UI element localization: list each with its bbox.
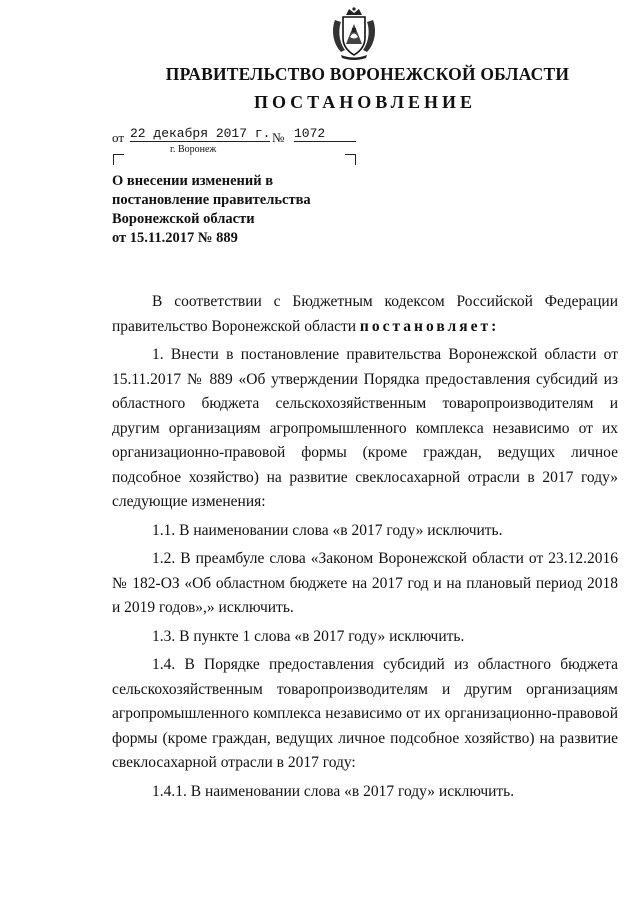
paragraph-1: 1. Внести в постановление правительства Воронежской области от 15.11.2017 № 889 «Об утверждении Порядка предоставления субсидий из областного бюджета сельскохозяйственным товаропроизводителям и другим организациям агропромышленного комплекса независимо от их организационно-правовой формы (кроме граждан, ведущих личное подсобное хозяйство) на развитие свеклосахарной отрасли в 2017 году» следующие изменения: xyxy=(112,346,618,510)
government-name: ПРАВИТЕЛЬСТВО ВОРОНЕЖСКОЙ ОБЛАСТИ xyxy=(165,64,570,84)
paragraph-1-4-1: 1.4.1. В наименовании слова «в 2017 году» исключить. xyxy=(152,782,515,800)
subject-line: от 15.11.2017 № 889 xyxy=(112,230,238,246)
preamble-verb: постановляет: xyxy=(359,317,500,335)
paragraph-1-1: 1.1. В наименовании слова «в 2017 году» исключить. xyxy=(152,521,503,539)
paragraph-1-3: 1.3. В пункте 1 слова «в 2017 году» исключить. xyxy=(152,627,465,645)
subject-line: постановление правительства xyxy=(112,192,311,208)
voronezh-coat-of-arms-icon xyxy=(329,6,379,60)
paragraph-1-2: 1.2. В преамбуле слова «Законом Воронежской области от 23.12.2016 № 182-ОЗ «Об областном бюджете на 2017 год и на плановый период 2018 и 2019 годов»,» исключить. xyxy=(112,550,618,616)
paragraph-1-4: 1.4. В Порядке предоставления субсидий из областного бюджета сельскохозяйственным товаропроизводителям и другим организациям агропромышленного комплекса независимо от их организационно-правовой формы (кроме граждан, ведущих личное подсобное хозяйство) на развитие свеклосахарной отрасли в 2017 году: xyxy=(112,656,618,771)
subject-line: Воронежской области xyxy=(112,211,255,227)
preamble-text: В соответствии с Бюджетным кодексом Российской Федерации правительство Воронежской области xyxy=(112,293,618,335)
document-date: 22 декабря 2017 г. xyxy=(130,126,271,141)
city: г. Воронеж xyxy=(170,144,217,155)
number-label: № xyxy=(272,130,285,145)
subject-line: О внесении изменений в xyxy=(112,173,274,189)
date-label: от xyxy=(112,130,125,145)
document-body xyxy=(112,290,618,804)
subject-bracket-left xyxy=(113,154,124,165)
preamble xyxy=(112,290,618,339)
subject-bracket-right xyxy=(345,154,356,165)
document-subject xyxy=(112,172,362,248)
document-type: ПОСТАНОВЛЕНИЕ xyxy=(253,92,477,112)
document-number: 1072 xyxy=(294,126,356,142)
